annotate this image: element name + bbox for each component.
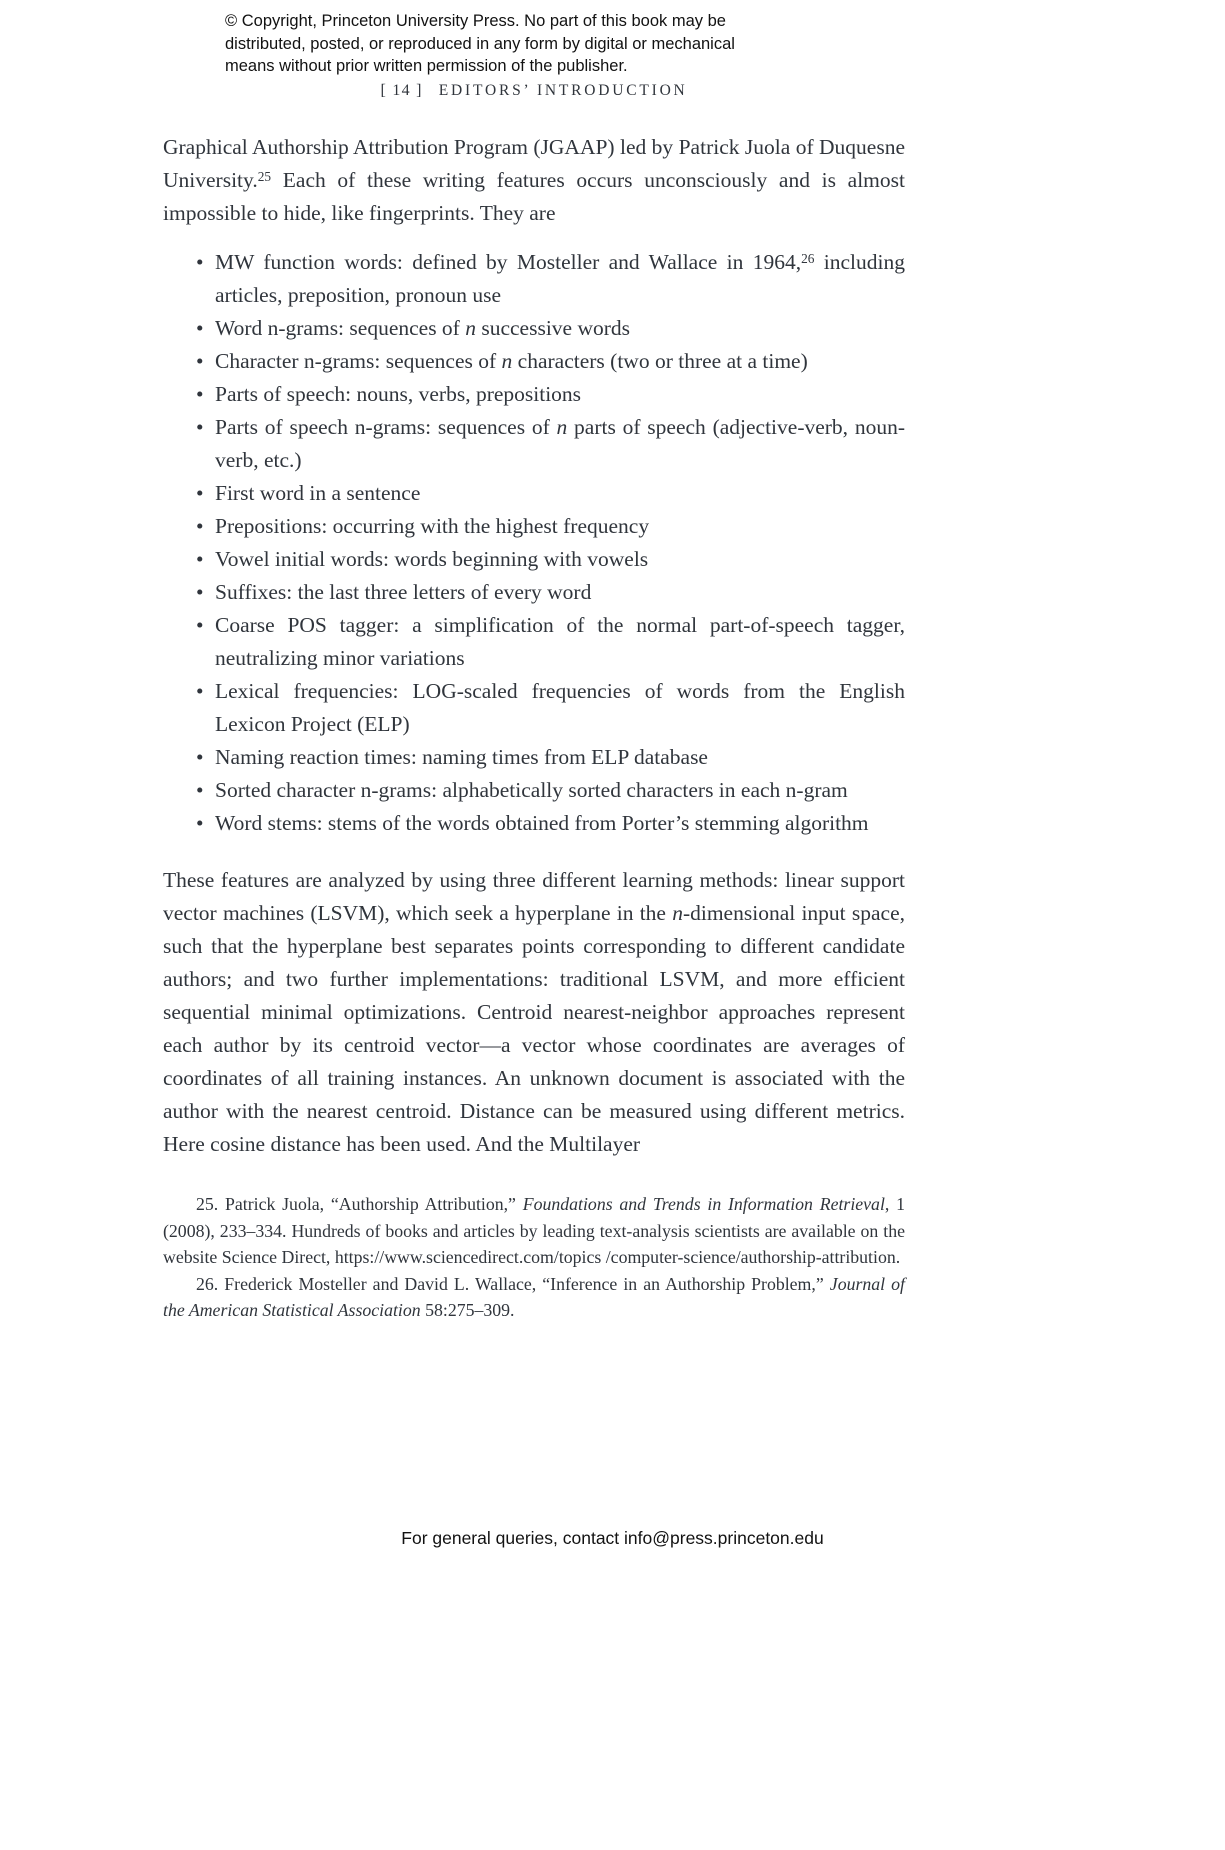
text-run: characters (two or three at a time) [512,349,808,373]
body-paragraph [163,864,905,1161]
bullet-marker: • [196,613,204,637]
text-run: Vowel initial words: words beginning with vowels [215,547,649,571]
text-run: parts of speech (adjective-verb, noun-verb, etc.) [215,415,905,472]
italic-text: n [465,316,476,340]
bullet-marker: • [196,679,204,703]
copyright-notice [225,10,865,78]
copyright-line: means without prior written permission of the publisher. [225,57,628,75]
chapter-title: EDITORS’ INTRODUCTION [438,82,688,99]
bullet-text [215,415,905,472]
bullet-marker: • [196,415,204,439]
italic-text: n [556,415,568,439]
footnote-reference: 26 [801,251,815,267]
text-run: Coarse POS tagger: a simplification of the normal part-of-speech tagger, neutralizing minor variations [215,613,905,670]
bullet-text [215,514,649,538]
bullet-marker: • [196,250,204,274]
italic-text: n [672,901,683,925]
bullet-text [215,745,708,769]
bullet-item [196,312,905,345]
bullet-text [215,382,581,406]
text-run: Character n-grams: sequences of [215,349,502,373]
bullet-text [215,613,905,670]
text-run: , 1 (2008), 233–334. Hundreds of books and articles by leading text-analysis scientists are available on the website Science Direct, https://www.sciencedirect.com/topics /computer-science/authorship-attribution. [163,1194,905,1268]
italic-text: Foundations and Trends in Information Retrieval [522,1194,885,1214]
bullet-item [196,411,905,477]
bullet-text [215,580,591,604]
bullet-marker: • [196,316,204,340]
text-run: Naming reaction times: naming times from ELP database [215,745,708,769]
bullet-item [196,378,905,411]
copyright-line: distributed, posted, or reproduced in any form by digital or mechanical [225,34,735,53]
text-run: First word in a sentence [215,481,421,505]
text-run: Prepositions: occurring with the highest frequency [215,514,650,538]
bullet-item [196,576,905,609]
text-run: Sorted character n-grams: alphabetically sorted characters in each n-gram [215,778,848,802]
bullet-marker: • [196,547,204,571]
footnote [163,1271,905,1324]
footer-contact: For general queries, contact info@press.princeton.edu [401,1528,824,1548]
text-run: Parts of speech n-grams: sequences of [215,415,557,439]
bullet-item [196,609,905,675]
bullet-item [196,543,905,576]
page-number: [ 14 ] [380,82,423,99]
bullet-text [215,679,905,736]
bullet-item [196,345,905,378]
bullet-item [196,246,905,312]
text-run: Each of these writing features occurs unconsciously and is almost impossible to hide, like fingerprints. They are [163,168,905,225]
footnotes [163,1191,905,1324]
text-run: Graphical Authorship Attribution Program (JGAAP) led by Patrick Juola of Duquesne University. [163,135,905,192]
text-run: MW function words: defined by Mosteller and Wallace in 1964, [215,250,802,274]
text-run: Parts of speech: nouns, verbs, prepositions [215,382,582,406]
bullet-marker: • [196,481,204,505]
bullet-text [215,349,808,373]
text-run: Word stems: stems of the words obtained from Porter’s stemming algorithm [215,811,869,835]
running-head [163,82,905,100]
bullet-marker: • [196,514,204,538]
bullet-item [196,741,905,774]
footnote-reference: 25 [257,169,272,185]
text-run: Lexical frequencies: LOG-scaled frequencies of words from the English Lexicon Project (ELP) [215,679,905,736]
text-run: These features are analyzed by using three different learning methods: linear support vector machines (LSVM), which seek a hyperplane in the [163,868,905,925]
bullet-text [215,811,869,835]
italic-text: Journal of the American Statistical Association [163,1273,905,1321]
bullet-marker: • [196,811,204,835]
bullet-marker: • [196,580,204,604]
bullet-marker: • [196,382,204,406]
text-run: Suffixes: the last three letters of every word [215,580,592,604]
bullet-text [215,250,905,307]
body-paragraph [163,131,905,230]
text-run: including articles, preposition, pronoun use [215,250,905,307]
bullet-text [215,778,848,802]
bullet-item [196,477,905,510]
bullet-marker: • [196,778,204,802]
bullet-item [196,510,905,543]
feature-list [163,246,905,840]
text-run: Word n-grams: sequences of [215,316,466,340]
bullet-marker: • [196,349,204,373]
text-column [163,131,905,1324]
bullet-item [196,675,905,741]
bullet-text [215,547,648,571]
bullet-item [196,774,905,807]
text-run: 58:275–309. [420,1300,515,1321]
text-run: -dimensional input space, such that the hyperplane best separates points corresponding to different candidate authors; and two further implementations: traditional LSVM, and more efficient sequential minimal optimizations. Centroid nearest-neighbor approaches represent each author by its centroid vector—a vector whose coordinates are averages of coordinates of all training instances. An unknown document is associated with the author with the nearest centroid. Distance can be measured using different metrics. Here cosine distance has been used. And the Multilayer [163,901,905,1156]
text-run: 25. Patrick Juola, “Authorship Attribution,” [196,1194,523,1214]
copyright-line: © Copyright, Princeton University Press. No part of this book may be [225,12,726,30]
text-run: 26. Frederick Mosteller and David L. Wallace, “Inference in an Authorship Problem,” [196,1273,830,1294]
bullet-text [215,316,630,340]
italic-text: n [501,349,513,373]
bullet-text [215,481,420,505]
text-run: successive words [475,316,631,340]
bullet-marker: • [196,745,204,769]
footnote [163,1191,905,1271]
bullet-item [196,807,905,840]
